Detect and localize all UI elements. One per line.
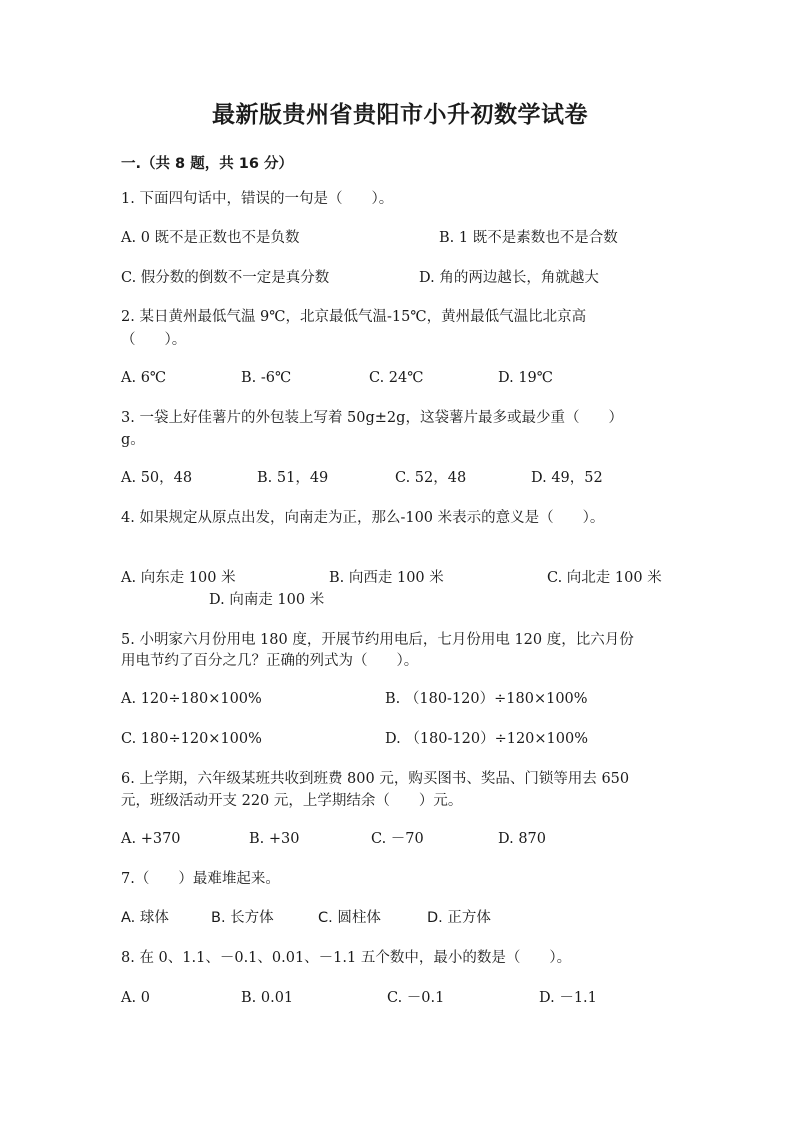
question-2-option-d: D. 19℃ (498, 370, 553, 386)
question-8-option-b: B. 0.01 (241, 990, 294, 1006)
question-2-option-b: B. -6℃ (241, 370, 292, 386)
question-7-option-b: B. 长方体 (211, 910, 274, 926)
question-4-option-d: D. 向南走 100 米 (209, 592, 325, 608)
question-2-stem-line-1: 2. 某日黄州最低气温 9℃，北京最低气温-15℃，黄州最低气温比北京高 (121, 309, 587, 325)
question-6-option-c: C. －70 (371, 831, 424, 847)
question-8-option-a: A. 0 (121, 990, 150, 1006)
question-2-option-c: C. 24℃ (369, 370, 424, 386)
question-6-option-d: D. 870 (498, 831, 547, 847)
question-5-option-c: C. 180÷120×100% (121, 731, 262, 747)
question-3-option-c: C. 52，48 (395, 470, 467, 486)
question-6-stem-line-1: 6. 上学期，六年级某班共收到班费 800 元，购买图书、奖品、门锁等用去 650 (121, 771, 630, 787)
question-5-option-b: B. （180-120）÷180×100% (385, 691, 588, 707)
question-7-stem: 7.（ ）最难堆起来。 (121, 871, 280, 887)
question-3-option-d: D. 49，52 (531, 470, 603, 486)
question-6-stem-line-2: 元，班级活动开支 220 元，上学期结余（ ）元。 (121, 793, 463, 809)
page-title: 最新版贵州省贵阳市小升初数学试卷 (212, 102, 588, 128)
question-5-stem-line-2: 用电节约了百分之几？正确的列式为（ ）。 (121, 653, 419, 669)
question-1-option-d: D. 角的两边越长，角就越大 (419, 270, 599, 286)
question-1-option-b: B. 1 既不是素数也不是合数 (439, 230, 618, 246)
question-1-stem: 1. 下面四句话中，错误的一句是（ ）。 (121, 191, 394, 207)
question-8-option-d: D. －1.1 (539, 990, 597, 1006)
question-4-option-a: A. 向东走 100 米 (121, 570, 236, 586)
question-3-stem-line-1: 3. 一袋上好佳薯片的外包装上写着 50g±2g，这袋薯片最多或最少重（ ） (121, 410, 623, 426)
question-7-option-a: A. 球体 (121, 910, 169, 926)
question-4-option-c: C. 向北走 100 米 (547, 570, 662, 586)
question-5-stem-line-1: 5. 小明家六月份用电 180 度，开展节约用电后，七月份用电 120 度，比六月份 (121, 632, 634, 648)
question-6-option-a: A. +370 (121, 831, 181, 847)
question-4-option-b: B. 向西走 100 米 (329, 570, 444, 586)
question-5-option-a: A. 120÷180×100% (121, 691, 262, 707)
question-3-option-b: B. 51，49 (257, 470, 329, 486)
question-6-option-b: B. +30 (249, 831, 300, 847)
question-5-option-d: D. （180-120）÷120×100% (385, 731, 589, 747)
question-3-stem-line-2: g。 (121, 432, 145, 448)
question-4-stem: 4. 如果规定从原点出发，向南走为正，那么-100 米表示的意义是（ ）。 (121, 510, 605, 526)
question-2-option-a: A. 6℃ (121, 370, 167, 386)
question-2-stem-line-2: （ ）。 (121, 332, 187, 348)
question-1-option-a: A. 0 既不是正数也不是负数 (121, 230, 300, 246)
section-header: 一.（共 8 题，共 16 分） (121, 156, 293, 172)
question-8-stem: 8. 在 0、1.1、－0.1、0.01、－1.1 五个数中，最小的数是（ ）。 (121, 950, 572, 966)
question-7-option-d: D. 正方体 (427, 910, 491, 926)
question-3-option-a: A. 50，48 (121, 470, 193, 486)
question-7-option-c: C. 圆柱体 (318, 910, 381, 926)
question-1-option-c: C. 假分数的倒数不一定是真分数 (121, 270, 330, 286)
question-8-option-c: C. －0.1 (387, 990, 445, 1006)
